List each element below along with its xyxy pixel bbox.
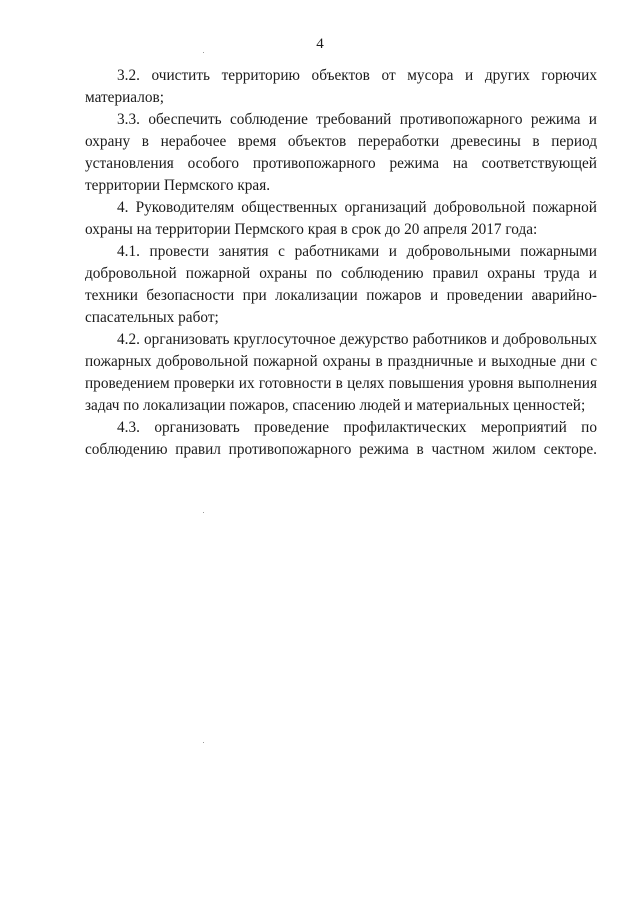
paragraph-4-3: 4.3. организовать проведение профилактических мероприятий по соблюдению правил противопожарного режима в частном жилом секторе. [85,419,597,458]
scan-speck [203,52,204,53]
paragraph-4-2: 4.2. организовать круглосуточное дежурство работников и добровольных пожарных добровольной пожарной охраны в праздничные и выходные дни с проведением проверки их готовности в целях повышения уровня выполнения задач по локализации пожаров, спасению людей и материальных ценностей; [85,331,597,414]
paragraph-3-2: 3.2. очистить территорию объектов от мусора и других горючих материалов; [85,67,597,106]
paragraph-3-3: 3.3. обеспечить соблюдение требований противопожарного режима и охрану в нерабочее время объектов переработки древесины в период установления особого противопожарного режима на соответствующей территории Пермского края. [85,111,597,194]
page-number: 4 [316,36,324,52]
scan-speck [203,512,204,513]
scan-speck [203,742,204,743]
paragraph-4: 4. Руководителям общественных организаций добровольной пожарной охраны на территории Пермского края в срок до 20 апреля 2017 года: [85,199,597,238]
paragraph-4-1: 4.1. провести занятия с работниками и добровольными пожарными добровольной пожарной охраны по соблюдению правил охраны труда и техники безопасности при локализации пожаров и проведении аварийно-спасательных работ; [85,243,597,326]
document-body [85,65,597,461]
